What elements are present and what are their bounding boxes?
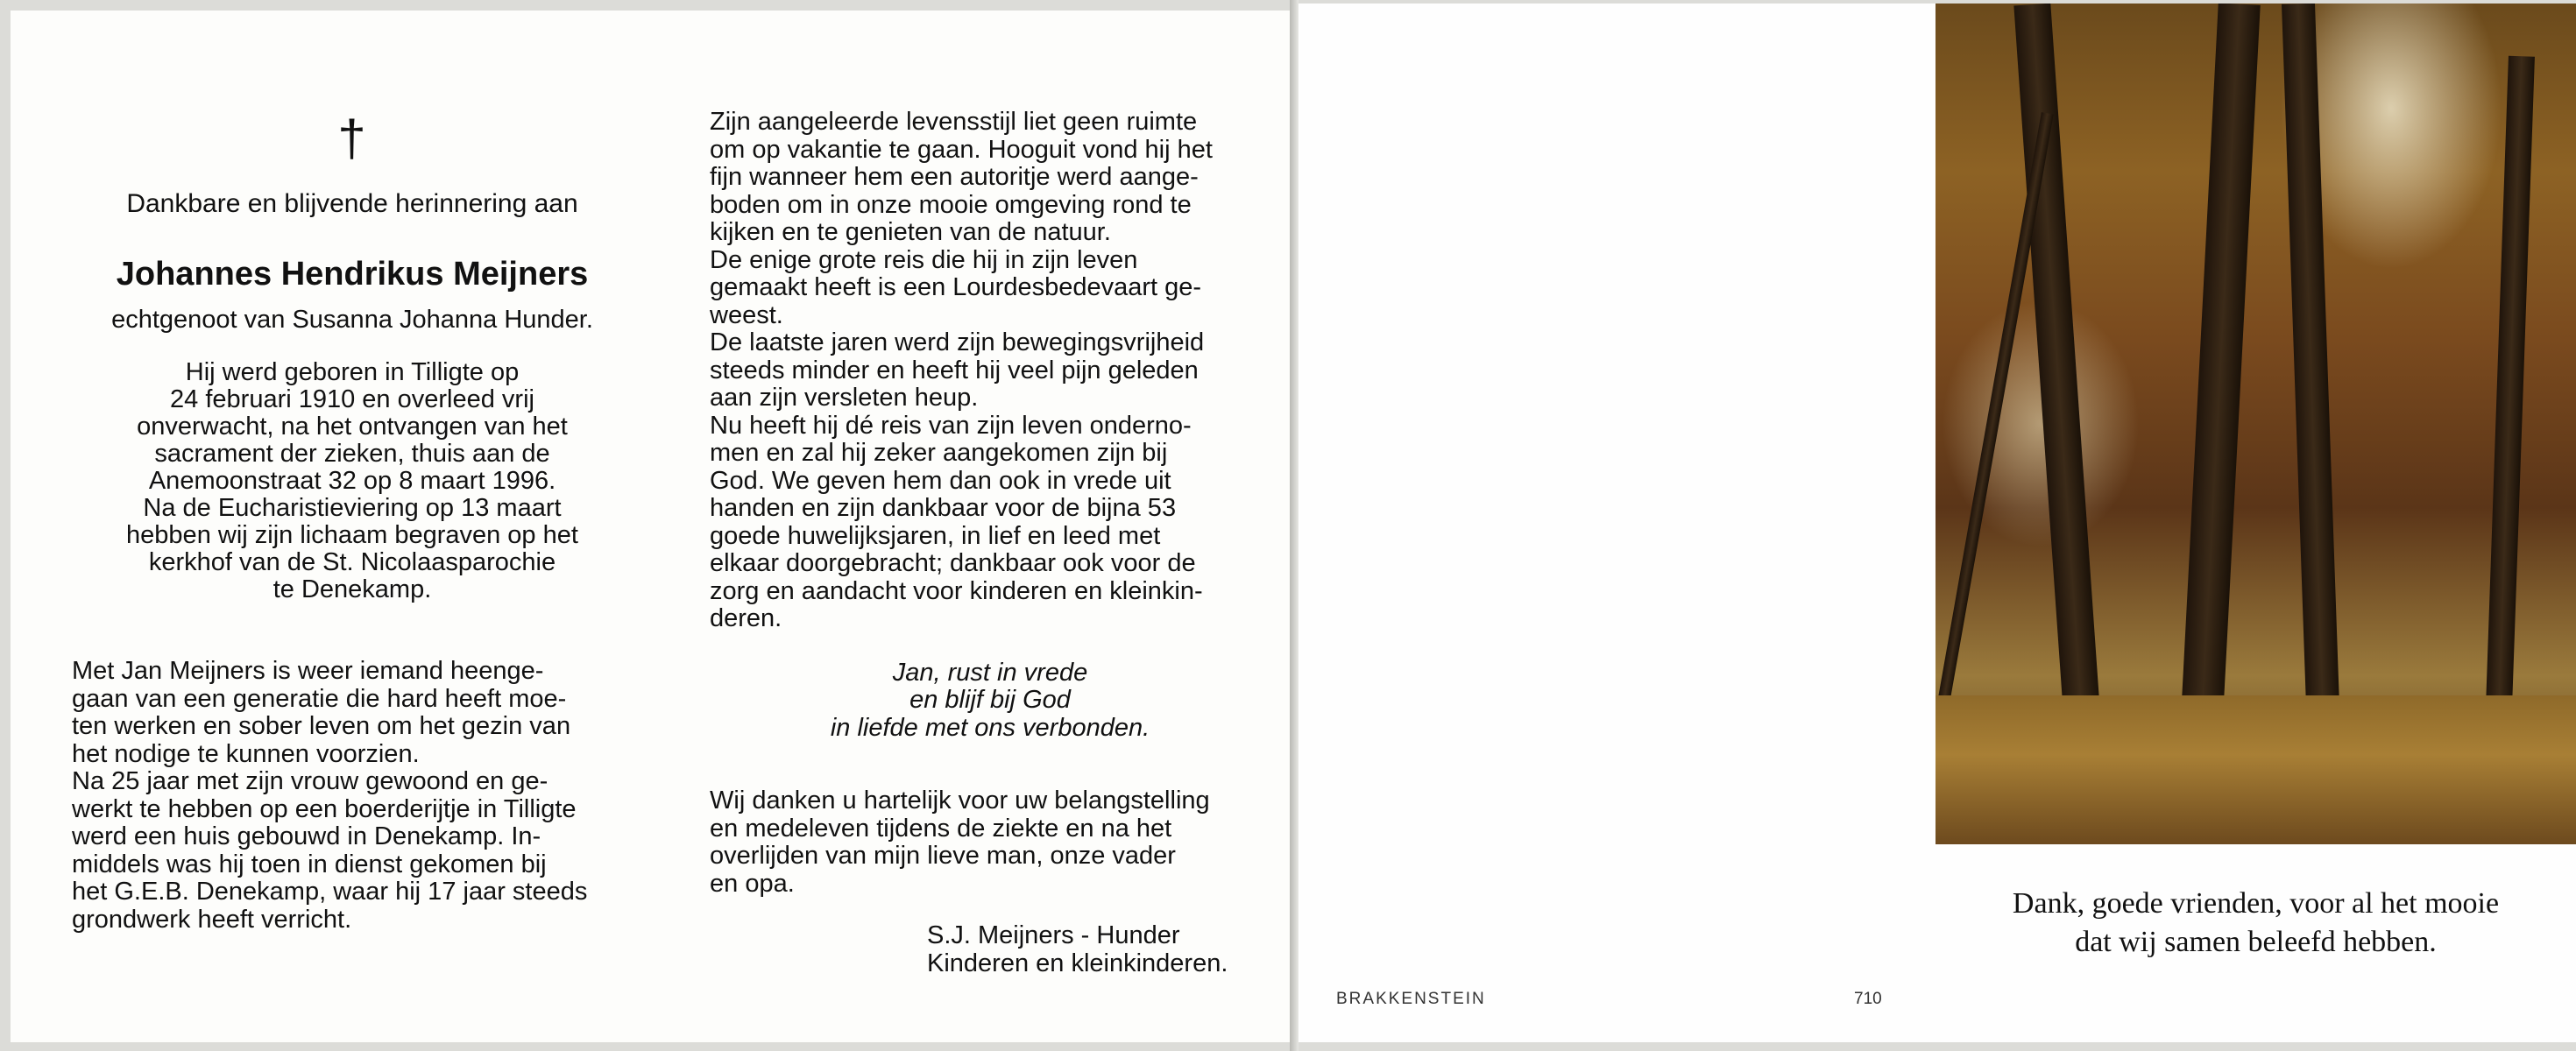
memory-line: kijken en te genieten van de natuur. bbox=[710, 218, 1111, 246]
memories-paragraph bbox=[710, 109, 1270, 633]
life-line: het nodige te kunnen voorzien. bbox=[72, 739, 420, 768]
bio-line: 24 februari 1910 en overleed vrij bbox=[170, 385, 534, 413]
life-line: het G.E.B. Denekamp, waar hij 17 jaar steeds bbox=[72, 878, 588, 906]
memory-line: goede huwelijksjaren, in lief en leed met bbox=[710, 521, 1161, 550]
tree-trunk bbox=[2013, 4, 2104, 774]
bio-line: sacrament der zieken, thuis aan de bbox=[154, 440, 550, 468]
deceased-name: Johannes Hendrikus Meijners bbox=[116, 256, 589, 293]
thanks-line: Wij danken u hartelijk voor uw belangstelling bbox=[710, 786, 1210, 815]
caption-line: dat wij samen beleefd hebben. bbox=[2075, 926, 2437, 958]
memory-line: gemaakt heeft is een Lourdesbedevaart ge- bbox=[710, 273, 1202, 301]
verse bbox=[710, 660, 1270, 743]
life-line: werd een huis gebouwd in Denekamp. In- bbox=[72, 822, 541, 850]
tree-trunk bbox=[2282, 4, 2341, 757]
signature-line: Kinderen en kleinkinderen. bbox=[927, 949, 1228, 977]
memory-line: om op vakantie te gaan. Hooguit vond hij het bbox=[710, 135, 1213, 164]
card-divider bbox=[1290, 0, 1299, 1051]
memory-line: weest. bbox=[710, 300, 783, 329]
life-line: middels was hij toen in dienst gekomen bij bbox=[72, 850, 547, 878]
memory-line: men en zal hij zeker aangekomen zijn bij bbox=[710, 439, 1168, 467]
biography-block bbox=[72, 359, 633, 603]
life-line: gaan van een generatie die hard heeft moe- bbox=[72, 684, 567, 713]
forest-floor bbox=[1936, 695, 2576, 844]
verse-line: Jan, rust in vrede bbox=[892, 658, 1088, 687]
caption-line: Dank, goede vrienden, voor al het mooie bbox=[2012, 887, 2500, 920]
left-card bbox=[11, 11, 1290, 1042]
memory-line: boden om in onze mooie omgeving rond te bbox=[710, 190, 1192, 219]
life-line: grondwerk heeft verricht. bbox=[72, 905, 352, 934]
signature bbox=[927, 922, 1270, 977]
life-line: Met Jan Meijners is weer iemand heenge- bbox=[72, 657, 544, 685]
bio-line: hebben wij zijn lichaam begraven op het bbox=[126, 521, 578, 549]
tree-trunk bbox=[1936, 112, 2054, 718]
memory-line: God. We geven hem dan ook in vrede uit bbox=[710, 466, 1171, 495]
memory-line: aan zijn versleten heup. bbox=[710, 384, 979, 412]
memory-line: fijn wanneer hem een autoritje werd aange- bbox=[710, 163, 1199, 191]
thanks-line: en medeleven tijdens de ziekte en na het bbox=[710, 814, 1172, 843]
thanks-line: overlijden van mijn lieve man, onze vader bbox=[710, 842, 1176, 870]
thanks-paragraph bbox=[710, 787, 1270, 898]
memory-line: steeds minder en heeft hij veel pijn geleden bbox=[710, 356, 1199, 384]
bio-line: Hij werd geboren in Tilligte op bbox=[185, 358, 520, 386]
life-story-paragraph bbox=[72, 658, 633, 934]
bio-line: kerkhof van de St. Nicolaasparochie bbox=[148, 548, 556, 576]
bio-line: Anemoonstraat 32 op 8 maart 1996. bbox=[148, 467, 556, 495]
photo-caption bbox=[1936, 885, 2576, 962]
right-column bbox=[710, 109, 1270, 977]
verse-line: in liefde met ons verbonden. bbox=[830, 713, 1150, 742]
memory-line: zorg en aandacht voor kinderen en kleinkin- bbox=[710, 576, 1203, 605]
life-line: ten werken en sober leven om het gezin van bbox=[72, 712, 571, 740]
thanks-line: en opa. bbox=[710, 869, 795, 898]
life-line: werkt te hebben op een boerderijtje in Tilligte bbox=[72, 794, 577, 823]
spouse-line: echtgenoot van Susanna Johanna Hunder. bbox=[111, 306, 593, 334]
memory-line: deren. bbox=[710, 604, 782, 632]
memory-line: Zijn aangeleerde levensstijl liet geen ruimte bbox=[710, 108, 1198, 136]
memory-line: handen en zijn dankbaar voor de bijna 53 bbox=[710, 494, 1177, 522]
memory-line: Nu heeft hij dé reis van zijn leven onderno- bbox=[710, 411, 1192, 440]
forest-photo bbox=[1936, 4, 2576, 844]
publisher-label: BRAKKENSTEIN bbox=[1336, 990, 1486, 1008]
tree-trunk bbox=[2178, 4, 2260, 766]
memory-line: De laatste jaren werd zijn bewegingsvrijheid bbox=[710, 328, 1205, 356]
signature-line: S.J. Meijners - Hunder bbox=[927, 921, 1180, 949]
verse-line: en blijf bij God bbox=[909, 686, 1071, 714]
bio-line: te Denekamp. bbox=[272, 575, 432, 603]
memorial-intro: Dankbare en blijvende herinnering aan bbox=[126, 189, 578, 218]
bio-line: Na de Eucharistieviering op 13 maart bbox=[143, 494, 562, 522]
memory-line: elkaar doorgebracht; dankbaar ook voor de bbox=[710, 549, 1196, 577]
left-column bbox=[72, 109, 633, 934]
memory-line: De enige grote reis die hij in zijn leven bbox=[710, 245, 1138, 274]
tree-trunk bbox=[2484, 56, 2535, 758]
cross-icon: † bbox=[337, 110, 366, 167]
bio-line: onverwacht, na het ontvangen van het bbox=[137, 413, 568, 441]
life-line: Na 25 jaar met zijn vrouw gewoond en ge- bbox=[72, 767, 548, 795]
print-code: 710 bbox=[1854, 990, 1882, 1008]
